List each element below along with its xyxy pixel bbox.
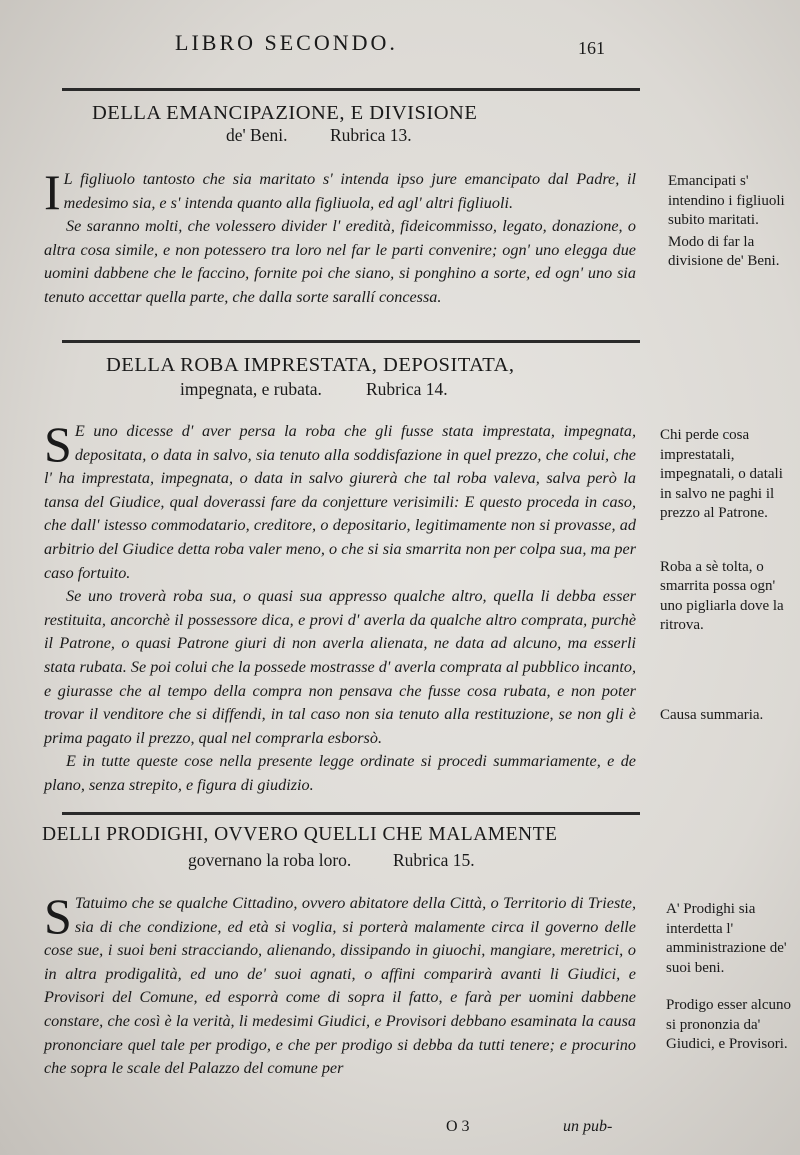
paragraph: L figliuolo tantosto che sia maritato s' intenda ipso jure emancipato dal Padre, il medesimo sia, e s' intenda quanto alla figliuola, ed agl' altri figliuoli.	[63, 170, 636, 212]
paragraph: Se saranno molti, che volessero divider l' eredità, fideicommisso, legato, donazione, o altra cosa simile, e non potessero tra loro nel far le parti convenire; ogn' uno elegga due uomini dabbene che le faccino, fornite poi che siano, si ponghino a sorte, ed ogn' uno sia tenuto accettar quella parte, che dalla sorte sarallí concessa.	[44, 217, 636, 306]
drop-cap: S	[44, 888, 72, 944]
margin-note: Prodigo esser alcuno si prononzia da' Giudici, e Provisori.	[666, 997, 791, 1052]
margin-notes	[668, 172, 796, 272]
margin-note: Roba a sè tolta, o smarrita possa ogn' uno pigliarla dove la ritrova.	[660, 558, 784, 633]
margin-note: Modo di far la divisione de' Beni.	[668, 233, 780, 269]
page-number: 161	[578, 38, 605, 58]
paragraph: Tatuimo che se qualche Cittadino, ovvero abitatore della Città, o Territorio di Trieste, sia di che condizione, ed età si voglia, si porterà malamente circa il governo delle cose sue, i suoi beni stracciando, alienando, dissipando in giuochi, mangiare, meretrici, o in altra prodigalità, ed uno de' suoi agnati, o affini comparirà avanti li Giudici, e Provisori del Comune, ed esporrà come di sopra il fatto, e farà per uomini dabbene constare, che così è la verità, li medesimi Giudici, e Provisori debbano esaminata la causa prononciare quel tale per prodigo, e che per prodigo si debba da tutti tenere; e procurino che sopra le scale del Palazzo del comune per	[44, 894, 636, 1078]
section-subtitle: impegnata, e rubata.	[180, 379, 322, 399]
section-text	[44, 416, 636, 798]
rubrica-label: Rubrica 15.	[393, 850, 475, 870]
signature-mark: O 3	[446, 1118, 470, 1135]
margin-note: Emancipati s' intendino i figliuoli subito maritati.	[668, 173, 785, 228]
section-rule	[62, 812, 640, 815]
drop-cap: I	[44, 164, 61, 220]
margin-note: A' Prodighi sia interdetta l' amministrazione de' suoi beni.	[666, 901, 787, 976]
margin-note: Causa summaria.	[660, 706, 764, 723]
section-text	[44, 888, 636, 1081]
section-title: DELLA ROBA IMPRESTATA, DEPOSITATA,	[106, 354, 515, 376]
paragraph: E uno dicesse d' aver persa la roba che gli fusse stata imprestata, impegnata, depositata, o data in salvo, sia tenuto alla soddisfazione in quel prezzo, che colui, che l' ha imprestata, impegnata, o data in salvo giurerà che tal roba valeva, salva però la tansa del Giudice, qual doverassi fare da conjetture verisimili: E questo proceda in caso, che dall' istesso commodatario, creditore, o depositario, legitimamente non si provasse, ad arbitrio del Giudice detta roba valer meno, o che si sia smarrita non per colpa sua, ma per caso fortuito.	[44, 422, 636, 582]
drop-cap: S	[44, 416, 72, 472]
running-head: LIBRO SECONDO.	[175, 30, 398, 55]
margin-note: Chi perde cosa imprestatali, impegnatali, o datali in salvo ne paghi il prezzo al Patrone.	[660, 427, 783, 521]
rubrica-label: Rubrica 13.	[330, 125, 412, 145]
margin-notes	[666, 900, 794, 1055]
paragraph: Se uno troverà roba sua, o quasi sua appresso qualche altro, quella li debba esser restituita, ancorchè il possessore dica, e provi d' averla da qualche altro comprata, purchè il Patrone, o quasi Patrone giuri di non averla alienata, ne data ad alcuno, ma esserli stata rubata. Se poi colui che la possede mostrasse d' averla comprata al pubblico incanto, e giurasse che al tempo della compra non pensava che fusse cosa rubata, e non poter trovar il venditore che si diffendi, in tal caso non sia tenuto alla restituzione, se non gli è prima pagato il prezzo, qual nel comprarla esborsò.	[44, 587, 636, 747]
section-title: DELLA EMANCIPAZIONE, E DIVISIONE	[92, 102, 478, 124]
rubrica-label: Rubrica 14.	[366, 379, 448, 399]
section-subtitle: governano la roba loro.	[188, 850, 352, 870]
catchword: un pub-	[563, 1118, 613, 1135]
section-rule	[62, 88, 640, 91]
section-rule	[62, 340, 640, 343]
section-text	[44, 164, 636, 310]
paragraph: E in tutte queste cose nella presente legge ordinate si procedi summariamente, e de plano, senza strepito, e figura di giudizio.	[44, 752, 636, 794]
section-subtitle: de' Beni.	[226, 125, 288, 145]
margin-notes	[660, 426, 788, 725]
section-title: DELLI PRODIGHI, OVVERO QUELLI CHE MALAMENTE	[42, 824, 558, 845]
